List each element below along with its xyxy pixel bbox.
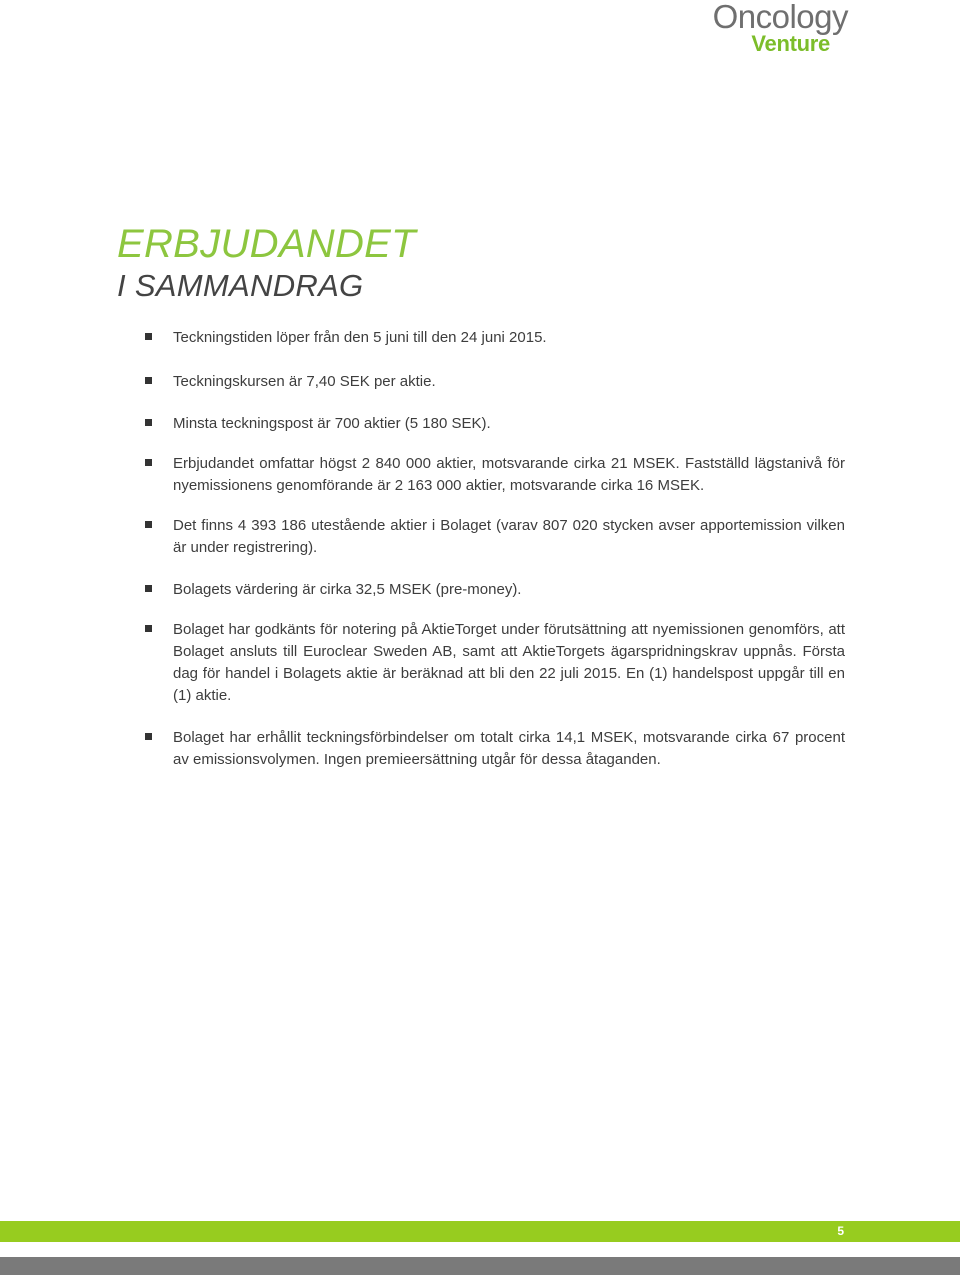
list-item-text: Bolaget har godkänts för notering på AktieTorget under förutsättning att nyemissionen genomförs, att Bolaget ansluts till Euroclear Sweden AB, samt att AktieTorgets ägarspridningskrav uppnås. Första dag för handel i Bolagets aktie är beräknad att bli den 22 juli 2015. En (1) handelspost uppgår till en (1) aktie. [173, 621, 845, 704]
logo-wordmark-oncology: Oncology [712, 0, 848, 35]
list-item-text: Erbjudandet omfattar högst 2 840 000 aktier, motsvarande cirka 21 MSEK. Fastställd lägstanivå för nyemissionens genomförande är 2 163 000 aktier, motsvarande cirka 16 MSEK. [173, 455, 845, 494]
footer-accent-bar [0, 1221, 960, 1242]
square-bullet-icon [145, 733, 152, 740]
list-item-text: Teckningstiden löper från den 5 juni till den 24 juni 2015. [173, 329, 547, 346]
square-bullet-icon [145, 333, 152, 340]
square-bullet-icon [145, 585, 152, 592]
square-bullet-icon [145, 419, 152, 426]
list-item-text: Bolagets värdering är cirka 32,5 MSEK (pre-money). [173, 581, 522, 598]
section-title: ERBJUDANDET [117, 222, 416, 266]
square-bullet-icon [145, 459, 152, 466]
page-number: 5 [837, 1224, 844, 1238]
square-bullet-icon [145, 521, 152, 528]
list-item-text: Teckningskursen är 7,40 SEK per aktie. [173, 373, 436, 390]
section-subtitle: I SAMMANDRAG [117, 268, 364, 303]
square-bullet-icon [145, 377, 152, 384]
logo-wordmark-venture: Venture [751, 31, 830, 56]
list-item-text: Det finns 4 393 186 utestående aktier i Bolaget (varav 807 020 stycken avser apportemission vilken är under registrering). [173, 517, 845, 556]
company-logo [698, 0, 848, 56]
list-item-text: Minsta teckningspost är 700 aktier (5 180 SEK). [173, 415, 491, 432]
footer-bottom-bar [0, 1257, 960, 1275]
list-item-text: Bolaget har erhållit teckningsförbindelser om totalt cirka 14,1 MSEK, motsvarande cirka 67 procent av emissionsvolymen. Ingen premieersättning utgår för dessa åtaganden. [173, 729, 845, 768]
square-bullet-icon [145, 625, 152, 632]
